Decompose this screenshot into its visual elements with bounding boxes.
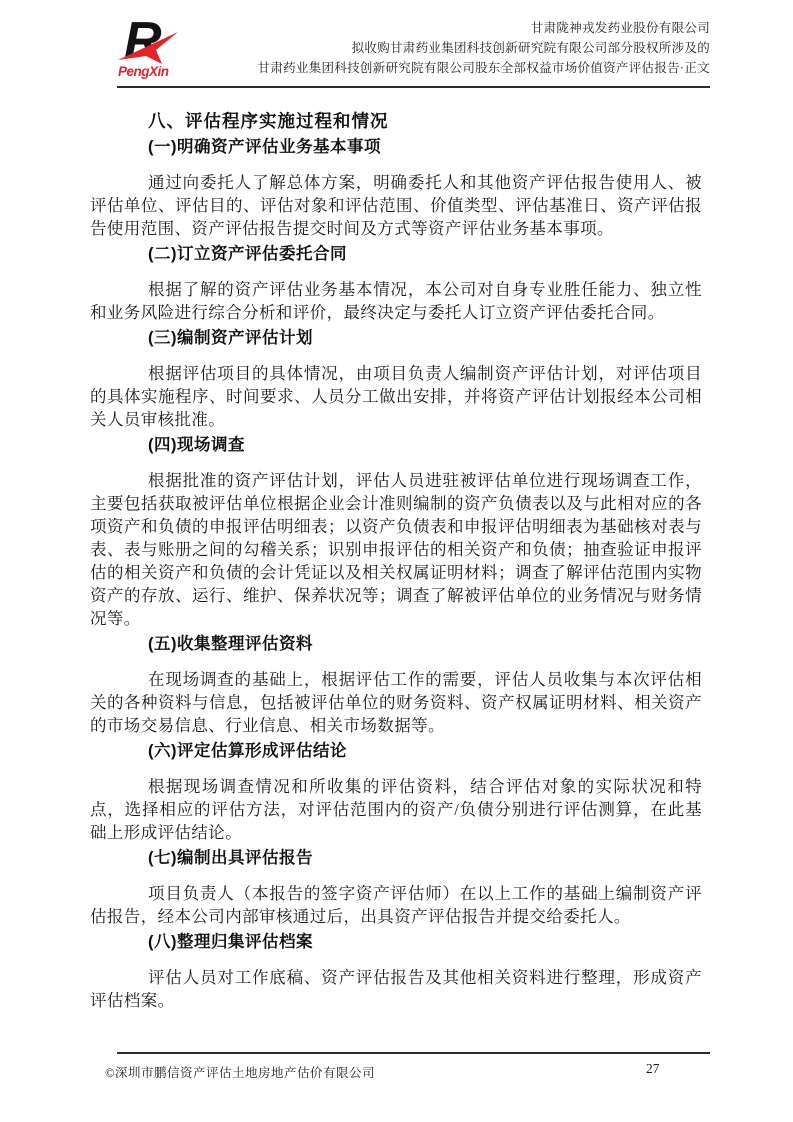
subsection-heading: (四)现场调查 — [148, 436, 245, 454]
header-line-transaction: 拟收购甘肃药业集团科技创新研究院有限公司部分股权所涉及的 — [351, 41, 710, 55]
report-header — [258, 18, 710, 78]
report-section — [90, 243, 702, 324]
paragraph: 通过向委托人了解总体方案，明确委托人和其他资产评估报告使用人、被评估单位、评估目的、评估对象和评估范围、价值类型、评估基准日、资产评估报告使用范围、资产评估报告提交时间及方式等资产评估业务基本事项。 — [90, 173, 702, 238]
subsection-heading: (七)编制出具评估报告 — [148, 849, 313, 867]
section-title: 八、评估程序实施过程和情况 — [148, 111, 389, 131]
footer-copyright: ©深圳市鹏信资产评估土地房地产估价有限公司 — [105, 1066, 375, 1080]
report-section — [90, 136, 702, 240]
subsection-heading: (八)整理归集评估档案 — [148, 933, 313, 951]
pengxin-logo-graphic — [116, 12, 196, 82]
logo-wordmark: PengXin — [118, 64, 169, 79]
footer-rule — [117, 1052, 710, 1054]
report-section — [90, 847, 702, 928]
paragraph: 在现场调查的基础上，根据评估工作的需要，评估人员收集与本次评估相关的各种资料与信息，包括被评估单位的财务资料、资产权属证明材料、相关资产的市场交易信息、行业信息、相关市场数据等。 — [90, 670, 702, 735]
paragraph: 评估人员对工作底稿、资产评估报告及其他相关资料进行整理，形成资产评估档案。 — [90, 968, 702, 1010]
pengxin-logo — [116, 12, 196, 82]
report-body — [90, 100, 702, 1012]
header-line-report-title: 甘肃药业集团科技创新研究院有限公司股东全部权益市场价值资产评估报告·正文 — [257, 61, 710, 75]
subsection-heading: (二)订立资产评估委托合同 — [148, 245, 347, 263]
paragraph: 根据了解的资产评估业务基本情况，本公司对自身专业胜任能力、独立性和业务风险进行综合分析和评价，最终决定与委托人订立资产评估委托合同。 — [90, 280, 702, 322]
report-section — [90, 327, 702, 431]
report-section — [90, 740, 702, 844]
report-section — [90, 633, 702, 737]
paragraph: 项目负责人（本报告的签字资产评估师）在以上工作的基础上编制资产评估报告，经本公司内部审核通过后，出具资产评估报告并提交给委托人。 — [90, 884, 702, 926]
report-section — [90, 434, 702, 630]
subsection-heading: (六)评定估算形成评估结论 — [148, 742, 347, 760]
header-rule — [117, 86, 710, 88]
paragraph: 根据现场调查情况和所收集的评估资料，结合评估对象的实际状况和特点，选择相应的评估方法，对评估范围内的资产/负债分别进行评估测算，在此基础上形成评估结论。 — [90, 777, 702, 842]
paragraph: 根据评估项目的具体情况，由项目负责人编制资产评估计划，对评估项目的具体实施程序、时间要求、人员分工做出安排，并将资产评估计划报经本公司相关人员审核批准。 — [90, 364, 702, 429]
subsection-heading: (一)明确资产评估业务基本事项 — [148, 138, 381, 156]
report-section — [90, 931, 702, 1012]
subsection-heading: (三)编制资产评估计划 — [148, 329, 313, 347]
header-line-company: 甘肃陇神戎发药业股份有限公司 — [530, 21, 710, 35]
page-number: 27 — [646, 1061, 660, 1076]
logo-letter-r-icon: R — [124, 12, 162, 70]
subsection-heading: (五)收集整理评估资料 — [148, 635, 313, 653]
paragraph: 根据批准的资产评估计划，评估人员进驻被评估单位进行现场调查工作，主要包括获取被评估单位根据企业会计准则编制的资产负债表以及与此相对应的各项资产和负债的申报评估明细表；以资产负债表和申报评估明细表为基础核对表与表、表与账册之间的勾稽关系；识别申报评估的相关资产和负债；抽查验证申报评估的相关资产和负债的会计凭证以及相关权属证明材料；调查了解评估范围内实物资产的存放、运行、维护、保养状况等；调查了解被评估单位的业务情况与财务情况等。 — [90, 471, 702, 628]
